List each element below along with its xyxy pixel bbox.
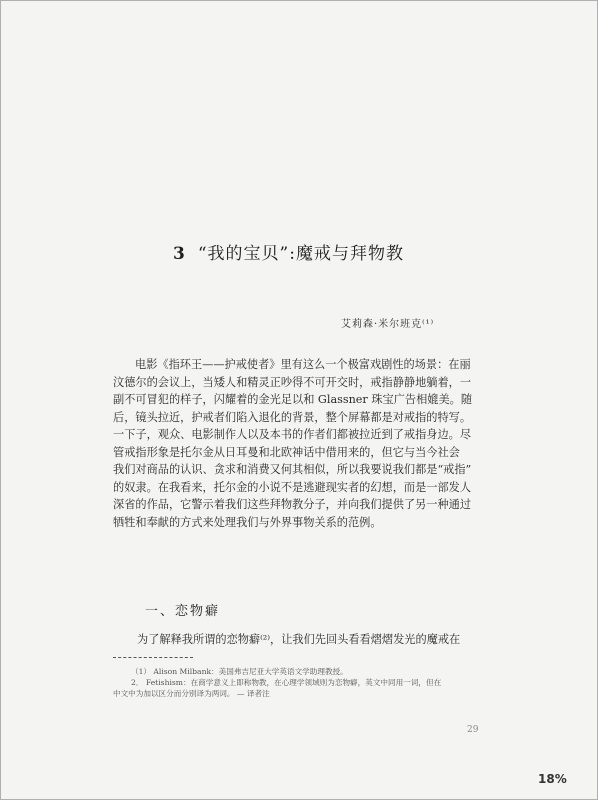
body-line: 汶德尔的会议上，当矮人和精灵正吵得不可开交时，戒指静静地躺着，一: [113, 375, 472, 389]
section-first-line: 为了解释我所谓的恋物癖⁽²⁾，让我们先回头看看熠熠发光的魔戒在: [137, 633, 461, 646]
page-number: 29: [467, 725, 479, 735]
body-line: 电影《指环王——护戒使者》里有这么一个极富戏剧性的场景：在丽: [135, 358, 471, 371]
chapter-number: 3: [173, 244, 186, 264]
chapter-title-text: “我的宝贝”:魔戒与拜物教: [197, 244, 404, 264]
footnote: 2． Fetishism：在商学意义上即称物教，在心理学领域则为恋物癖，英文中同用一词，但在: [131, 678, 442, 687]
chapter-title: [173, 239, 473, 264]
body-line: 牺牲和奉献的方式来处理我们与外界事物关系的范例。: [113, 515, 382, 529]
body-line: 一下子，观众、电影制作人以及本书的作者们都被拉近到了戒指身边。尽: [113, 428, 472, 441]
footnotes: [113, 666, 503, 699]
body-line: 后，镜头拉近，护戒者们陷入退化的背景，整个屏幕都是对戒指的特写。: [113, 410, 472, 424]
author-name: 艾莉森·米尔班克⁽¹⁾: [341, 319, 435, 330]
body-line: 深省的作品，它警示着我们这些拜物教分子，并向我们提供了另一种通过: [113, 498, 472, 511]
reading-progress: 18%: [538, 772, 567, 786]
footnote: 中文中为加以区分而分别译为两词。 — 译者注: [113, 689, 270, 698]
footnote-divider: [113, 657, 193, 658]
section-heading: 一、恋物癖: [145, 604, 221, 619]
body-paragraph: [113, 356, 493, 531]
body-line: 我们对商品的认识、贪求和消费又何其相似，所以我要说我们都是“戒指”: [113, 463, 472, 476]
footnote: （1） Alison Milbank：美国弗吉尼亚大学英语文学助理教授。: [131, 667, 348, 676]
body-line: 的奴隶。在我看来，托尔金的小说不是逃避现实者的幻想，而是一部发人: [113, 480, 472, 494]
body-line: 副不可冒犯的样子，闪耀着的金光足以和 Glassner 珠宝广告相媲美。随: [113, 393, 473, 406]
body-line: 管戒指形象是托尔金从日耳曼和北欧神话中借用来的，但它与当今社会: [113, 445, 460, 459]
